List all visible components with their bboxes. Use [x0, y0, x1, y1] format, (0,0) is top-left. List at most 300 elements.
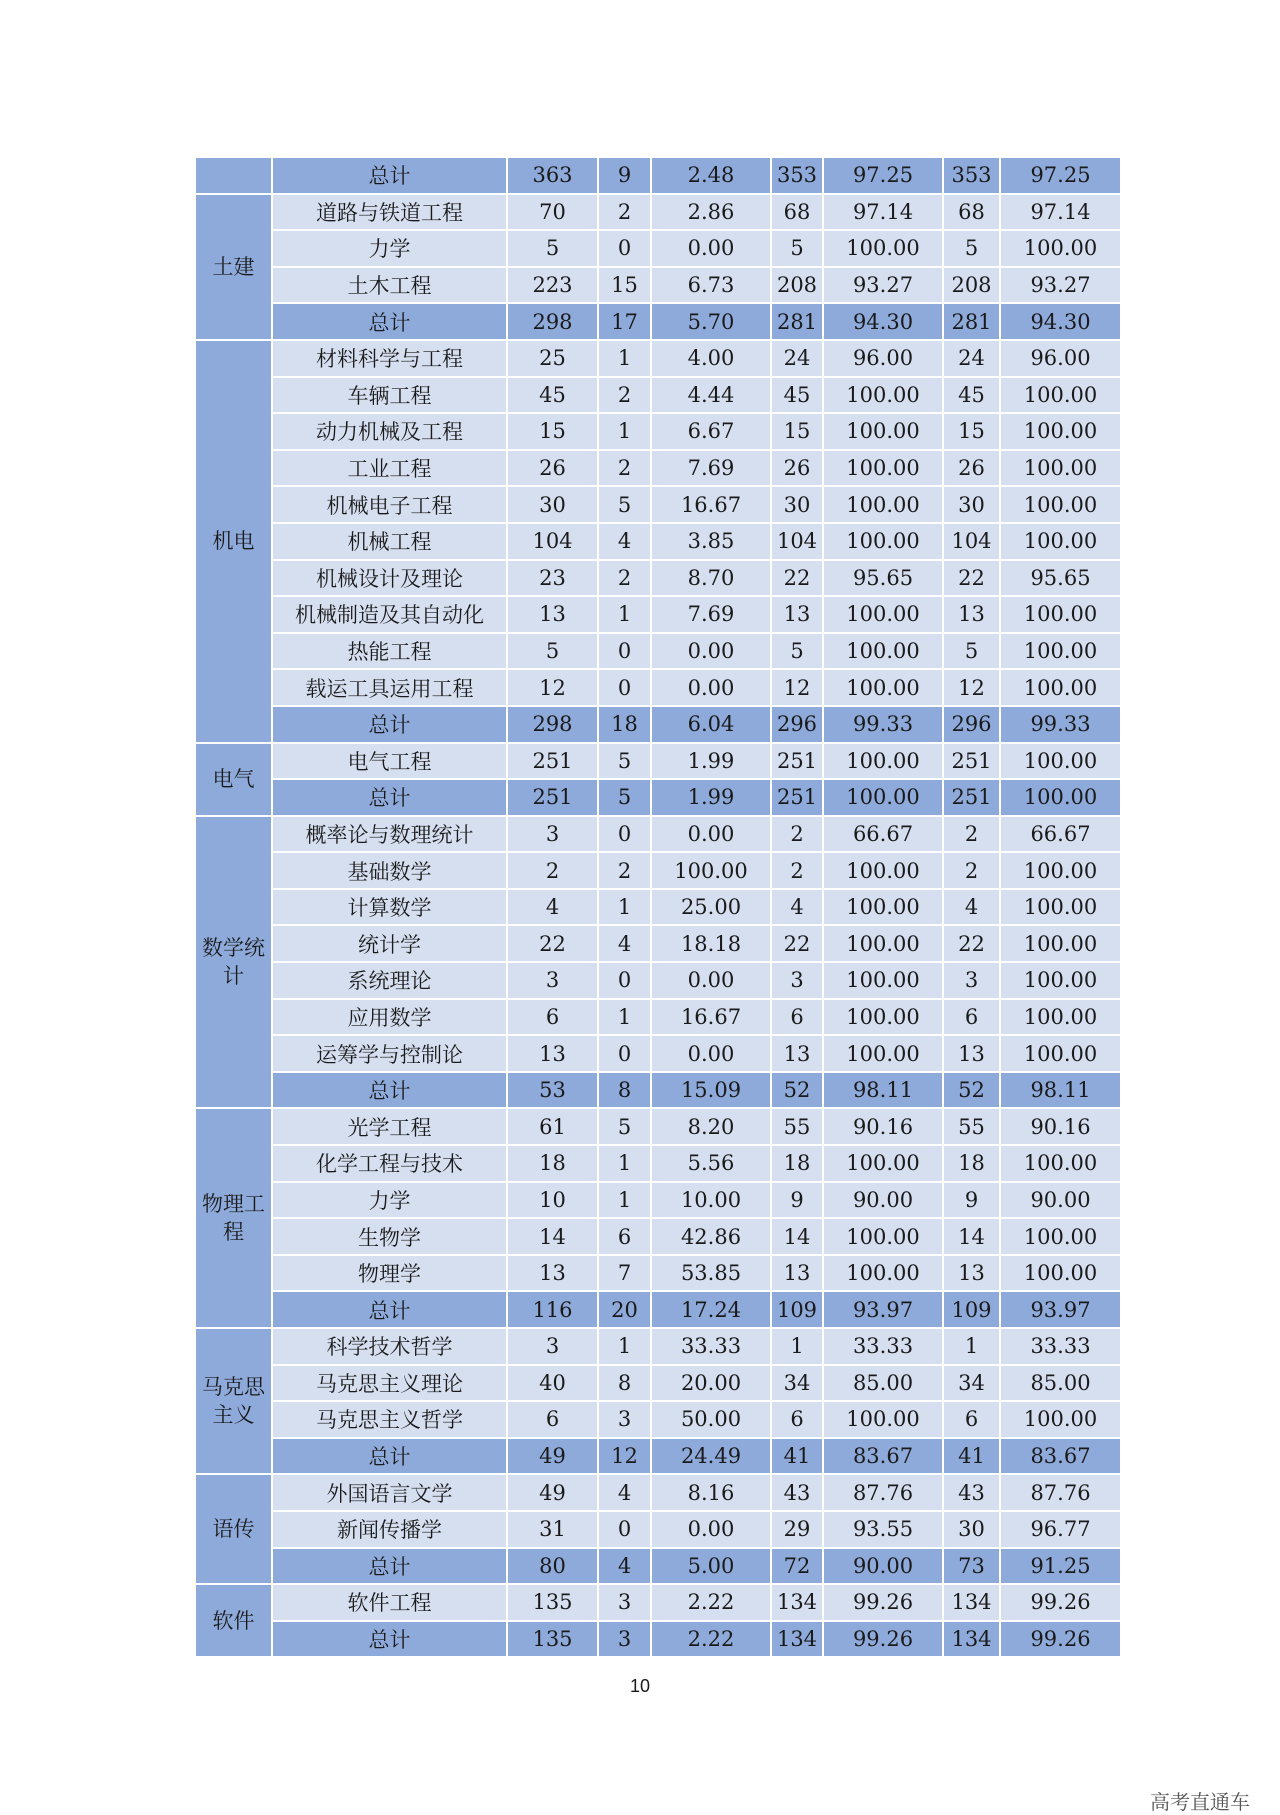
- table-row: [195, 377, 1121, 414]
- group-cell: 土建: [195, 194, 272, 340]
- count-cell: 70: [507, 194, 598, 231]
- col5-cell: 99.26: [823, 1584, 943, 1621]
- col6-cell: 55: [943, 1108, 1000, 1145]
- col6-cell: 41: [943, 1438, 1000, 1475]
- col4-cell: 109: [771, 1291, 823, 1328]
- count-cell: 14: [507, 1218, 598, 1255]
- col7-cell: 97.25: [1000, 157, 1121, 194]
- col7-cell: 99.26: [1000, 1621, 1121, 1658]
- col4-cell: 5: [771, 230, 823, 267]
- col3-cell: 3.85: [651, 523, 771, 560]
- col7-cell: 100.00: [1000, 413, 1121, 450]
- col2-cell: 5: [598, 779, 651, 816]
- major-cell: 新闻传播学: [272, 1511, 507, 1548]
- total-row: [195, 1291, 1121, 1328]
- count-cell: 31: [507, 1511, 598, 1548]
- count-cell: 251: [507, 779, 598, 816]
- table-row: [195, 1328, 1121, 1365]
- col6-cell: 52: [943, 1072, 1000, 1109]
- col4-cell: 296: [771, 706, 823, 743]
- col6-cell: 4: [943, 889, 1000, 926]
- col7-cell: 91.25: [1000, 1548, 1121, 1585]
- col2-cell: 0: [598, 962, 651, 999]
- col5-cell: 100.00: [823, 925, 943, 962]
- col6-cell: 6: [943, 999, 1000, 1036]
- col5-cell: 100.00: [823, 633, 943, 670]
- col6-cell: 68: [943, 194, 1000, 231]
- col4-cell: 24: [771, 340, 823, 377]
- col3-cell: 25.00: [651, 889, 771, 926]
- total-row: [195, 303, 1121, 340]
- count-cell: 13: [507, 1255, 598, 1292]
- col5-cell: 100.00: [823, 962, 943, 999]
- count-cell: 25: [507, 340, 598, 377]
- table-row: [195, 1108, 1121, 1145]
- col5-cell: 100.00: [823, 999, 943, 1036]
- col5-cell: 100.00: [823, 523, 943, 560]
- major-cell: 机械工程: [272, 523, 507, 560]
- col6-cell: 73: [943, 1548, 1000, 1585]
- major-cell: 光学工程: [272, 1108, 507, 1145]
- total-row: [195, 1548, 1121, 1585]
- total-row: [195, 1438, 1121, 1475]
- major-cell: 计算数学: [272, 889, 507, 926]
- col5-cell: 100.00: [823, 1145, 943, 1182]
- col3-cell: 10.00: [651, 1182, 771, 1219]
- col2-cell: 5: [598, 1108, 651, 1145]
- col6-cell: 22: [943, 925, 1000, 962]
- col5-cell: 66.67: [823, 816, 943, 853]
- col6-cell: 208: [943, 267, 1000, 304]
- col3-cell: 20.00: [651, 1365, 771, 1402]
- major-cell: 工业工程: [272, 450, 507, 487]
- col2-cell: 8: [598, 1365, 651, 1402]
- col7-cell: 100.00: [1000, 925, 1121, 962]
- col2-cell: 17: [598, 303, 651, 340]
- major-cell: 热能工程: [272, 633, 507, 670]
- major-cell: 统计学: [272, 925, 507, 962]
- count-cell: 15: [507, 413, 598, 450]
- total-row: [195, 779, 1121, 816]
- col6-cell: 104: [943, 523, 1000, 560]
- count-cell: 18: [507, 1145, 598, 1182]
- col2-cell: 8: [598, 1072, 651, 1109]
- col7-cell: 93.97: [1000, 1291, 1121, 1328]
- col7-cell: 93.27: [1000, 267, 1121, 304]
- major-cell: 总计: [272, 1621, 507, 1658]
- col4-cell: 251: [771, 779, 823, 816]
- col4-cell: 34: [771, 1365, 823, 1402]
- col3-cell: 42.86: [651, 1218, 771, 1255]
- col2-cell: 4: [598, 1474, 651, 1511]
- major-cell: 机械制造及其自动化: [272, 596, 507, 633]
- col3-cell: 53.85: [651, 1255, 771, 1292]
- col2-cell: 0: [598, 1035, 651, 1072]
- col2-cell: 0: [598, 669, 651, 706]
- count-cell: 30: [507, 486, 598, 523]
- count-cell: 5: [507, 633, 598, 670]
- col3-cell: 4.00: [651, 340, 771, 377]
- total-row: [195, 706, 1121, 743]
- col3-cell: 7.69: [651, 450, 771, 487]
- count-cell: 45: [507, 377, 598, 414]
- count-cell: 2: [507, 852, 598, 889]
- col4-cell: 52: [771, 1072, 823, 1109]
- col3-cell: 0.00: [651, 633, 771, 670]
- count-cell: 5: [507, 230, 598, 267]
- col3-cell: 33.33: [651, 1328, 771, 1365]
- count-cell: 3: [507, 816, 598, 853]
- table-row: [195, 1511, 1121, 1548]
- col4-cell: 22: [771, 560, 823, 597]
- col7-cell: 66.67: [1000, 816, 1121, 853]
- major-cell: 机械电子工程: [272, 486, 507, 523]
- col6-cell: 251: [943, 743, 1000, 780]
- col6-cell: 43: [943, 1474, 1000, 1511]
- group-cell: 软件: [195, 1584, 272, 1657]
- table-row: [195, 267, 1121, 304]
- col4-cell: 134: [771, 1621, 823, 1658]
- col5-cell: 99.26: [823, 1621, 943, 1658]
- group-cell: 马克思主义: [195, 1328, 272, 1474]
- col5-cell: 90.00: [823, 1548, 943, 1585]
- col6-cell: 14: [943, 1218, 1000, 1255]
- col6-cell: 22: [943, 560, 1000, 597]
- col6-cell: 281: [943, 303, 1000, 340]
- col3-cell: 2.86: [651, 194, 771, 231]
- col2-cell: 1: [598, 999, 651, 1036]
- col4-cell: 30: [771, 486, 823, 523]
- col2-cell: 3: [598, 1401, 651, 1438]
- total-row: [195, 1621, 1121, 1658]
- col6-cell: 6: [943, 1401, 1000, 1438]
- col6-cell: 34: [943, 1365, 1000, 1402]
- total-row: [195, 157, 1121, 194]
- col4-cell: 134: [771, 1584, 823, 1621]
- col2-cell: 2: [598, 377, 651, 414]
- major-cell: 总计: [272, 157, 507, 194]
- col2-cell: 15: [598, 267, 651, 304]
- group-cell: 电气: [195, 743, 272, 816]
- col3-cell: 0.00: [651, 816, 771, 853]
- col7-cell: 90.16: [1000, 1108, 1121, 1145]
- major-cell: 电气工程: [272, 743, 507, 780]
- col2-cell: 9: [598, 157, 651, 194]
- col4-cell: 6: [771, 999, 823, 1036]
- col6-cell: 134: [943, 1584, 1000, 1621]
- col5-cell: 90.16: [823, 1108, 943, 1145]
- count-cell: 49: [507, 1438, 598, 1475]
- table-row: [195, 523, 1121, 560]
- major-cell: 应用数学: [272, 999, 507, 1036]
- statistics-table: [194, 156, 1122, 1658]
- table-row: [195, 889, 1121, 926]
- col5-cell: 90.00: [823, 1182, 943, 1219]
- col2-cell: 4: [598, 925, 651, 962]
- col4-cell: 5: [771, 633, 823, 670]
- table-row: [195, 743, 1121, 780]
- col4-cell: 13: [771, 1035, 823, 1072]
- major-cell: 动力机械及工程: [272, 413, 507, 450]
- col6-cell: 13: [943, 596, 1000, 633]
- col4-cell: 13: [771, 1255, 823, 1292]
- count-cell: 363: [507, 157, 598, 194]
- table-row: [195, 486, 1121, 523]
- col2-cell: 6: [598, 1218, 651, 1255]
- col7-cell: 33.33: [1000, 1328, 1121, 1365]
- col2-cell: 1: [598, 1328, 651, 1365]
- col7-cell: 97.14: [1000, 194, 1121, 231]
- table-row: [195, 816, 1121, 853]
- major-cell: 科学技术哲学: [272, 1328, 507, 1365]
- col5-cell: 100.00: [823, 1218, 943, 1255]
- col3-cell: 8.20: [651, 1108, 771, 1145]
- major-cell: 力学: [272, 1182, 507, 1219]
- count-cell: 3: [507, 962, 598, 999]
- col7-cell: 100.00: [1000, 779, 1121, 816]
- col5-cell: 87.76: [823, 1474, 943, 1511]
- col3-cell: 0.00: [651, 962, 771, 999]
- col3-cell: 17.24: [651, 1291, 771, 1328]
- col7-cell: 100.00: [1000, 962, 1121, 999]
- col3-cell: 6.73: [651, 267, 771, 304]
- table-row: [195, 852, 1121, 889]
- col3-cell: 0.00: [651, 669, 771, 706]
- table-row: [195, 413, 1121, 450]
- major-cell: 生物学: [272, 1218, 507, 1255]
- col4-cell: 22: [771, 925, 823, 962]
- col2-cell: 4: [598, 523, 651, 560]
- count-cell: 40: [507, 1365, 598, 1402]
- total-row: [195, 1072, 1121, 1109]
- col4-cell: 2: [771, 816, 823, 853]
- col5-cell: 100.00: [823, 450, 943, 487]
- col5-cell: 100.00: [823, 1035, 943, 1072]
- count-cell: 23: [507, 560, 598, 597]
- col2-cell: 18: [598, 706, 651, 743]
- count-cell: 3: [507, 1328, 598, 1365]
- col7-cell: 85.00: [1000, 1365, 1121, 1402]
- col7-cell: 99.26: [1000, 1584, 1121, 1621]
- col5-cell: 98.11: [823, 1072, 943, 1109]
- count-cell: 104: [507, 523, 598, 560]
- table-row: [195, 1584, 1121, 1621]
- col6-cell: 5: [943, 230, 1000, 267]
- col4-cell: 41: [771, 1438, 823, 1475]
- major-cell: 外国语言文学: [272, 1474, 507, 1511]
- col4-cell: 4: [771, 889, 823, 926]
- col2-cell: 0: [598, 633, 651, 670]
- col7-cell: 99.33: [1000, 706, 1121, 743]
- col2-cell: 2: [598, 194, 651, 231]
- col3-cell: 1.99: [651, 743, 771, 780]
- col5-cell: 100.00: [823, 779, 943, 816]
- major-cell: 总计: [272, 303, 507, 340]
- table-row: [195, 596, 1121, 633]
- table-row: [195, 1218, 1121, 1255]
- col7-cell: 95.65: [1000, 560, 1121, 597]
- major-cell: 马克思主义哲学: [272, 1401, 507, 1438]
- col3-cell: 0.00: [651, 1035, 771, 1072]
- col6-cell: 134: [943, 1621, 1000, 1658]
- col6-cell: 26: [943, 450, 1000, 487]
- group-cell: 物理工程: [195, 1108, 272, 1328]
- table-row: [195, 925, 1121, 962]
- col7-cell: 100.00: [1000, 486, 1121, 523]
- col3-cell: 8.70: [651, 560, 771, 597]
- col2-cell: 1: [598, 889, 651, 926]
- col5-cell: 94.30: [823, 303, 943, 340]
- table-row: [195, 340, 1121, 377]
- col2-cell: 5: [598, 743, 651, 780]
- count-cell: 135: [507, 1621, 598, 1658]
- col6-cell: 13: [943, 1035, 1000, 1072]
- col2-cell: 0: [598, 230, 651, 267]
- major-cell: 车辆工程: [272, 377, 507, 414]
- major-cell: 机械设计及理论: [272, 560, 507, 597]
- col4-cell: 104: [771, 523, 823, 560]
- col2-cell: 2: [598, 450, 651, 487]
- count-cell: 298: [507, 303, 598, 340]
- table-row: [195, 450, 1121, 487]
- major-cell: 马克思主义理论: [272, 1365, 507, 1402]
- major-cell: 软件工程: [272, 1584, 507, 1621]
- col4-cell: 353: [771, 157, 823, 194]
- col4-cell: 6: [771, 1401, 823, 1438]
- col2-cell: 0: [598, 1511, 651, 1548]
- col3-cell: 2.22: [651, 1621, 771, 1658]
- col7-cell: 100.00: [1000, 743, 1121, 780]
- col7-cell: 100.00: [1000, 1035, 1121, 1072]
- table-row: [195, 1401, 1121, 1438]
- count-cell: 12: [507, 669, 598, 706]
- col6-cell: 15: [943, 413, 1000, 450]
- table-body: [195, 157, 1121, 1657]
- table-row: [195, 560, 1121, 597]
- count-cell: 61: [507, 1108, 598, 1145]
- table-row: [195, 633, 1121, 670]
- col7-cell: 100.00: [1000, 523, 1121, 560]
- col7-cell: 100.00: [1000, 669, 1121, 706]
- col5-cell: 97.14: [823, 194, 943, 231]
- col3-cell: 5.56: [651, 1145, 771, 1182]
- col2-cell: 1: [598, 1145, 651, 1182]
- col4-cell: 43: [771, 1474, 823, 1511]
- col6-cell: 24: [943, 340, 1000, 377]
- col3-cell: 0.00: [651, 1511, 771, 1548]
- major-cell: 总计: [272, 779, 507, 816]
- col6-cell: 18: [943, 1145, 1000, 1182]
- count-cell: 80: [507, 1548, 598, 1585]
- col4-cell: 2: [771, 852, 823, 889]
- count-cell: 4: [507, 889, 598, 926]
- table-row: [195, 1035, 1121, 1072]
- col7-cell: 100.00: [1000, 999, 1121, 1036]
- count-cell: 251: [507, 743, 598, 780]
- group-cell: 数学统计: [195, 816, 272, 1109]
- col4-cell: 72: [771, 1548, 823, 1585]
- col7-cell: 100.00: [1000, 633, 1121, 670]
- count-cell: 6: [507, 1401, 598, 1438]
- col4-cell: 13: [771, 596, 823, 633]
- col3-cell: 8.16: [651, 1474, 771, 1511]
- major-cell: 力学: [272, 230, 507, 267]
- col2-cell: 7: [598, 1255, 651, 1292]
- col3-cell: 2.22: [651, 1584, 771, 1621]
- table-row: [195, 1182, 1121, 1219]
- major-cell: 土木工程: [272, 267, 507, 304]
- table-row: [195, 194, 1121, 231]
- col5-cell: 100.00: [823, 377, 943, 414]
- major-cell: 概率论与数理统计: [272, 816, 507, 853]
- count-cell: 223: [507, 267, 598, 304]
- col2-cell: 4: [598, 1548, 651, 1585]
- col3-cell: 7.69: [651, 596, 771, 633]
- col4-cell: 55: [771, 1108, 823, 1145]
- col7-cell: 100.00: [1000, 1401, 1121, 1438]
- col4-cell: 26: [771, 450, 823, 487]
- col3-cell: 24.49: [651, 1438, 771, 1475]
- major-cell: 运筹学与控制论: [272, 1035, 507, 1072]
- col7-cell: 100.00: [1000, 377, 1121, 414]
- col5-cell: 100.00: [823, 1401, 943, 1438]
- count-cell: 6: [507, 999, 598, 1036]
- count-cell: 116: [507, 1291, 598, 1328]
- col3-cell: 4.44: [651, 377, 771, 414]
- col7-cell: 96.77: [1000, 1511, 1121, 1548]
- col2-cell: 1: [598, 596, 651, 633]
- major-cell: 基础数学: [272, 852, 507, 889]
- col7-cell: 100.00: [1000, 596, 1121, 633]
- col2-cell: 0: [598, 816, 651, 853]
- col3-cell: 2.48: [651, 157, 771, 194]
- major-cell: 物理学: [272, 1255, 507, 1292]
- count-cell: 10: [507, 1182, 598, 1219]
- col5-cell: 99.33: [823, 706, 943, 743]
- col7-cell: 90.00: [1000, 1182, 1121, 1219]
- col3-cell: 5.00: [651, 1548, 771, 1585]
- col2-cell: 1: [598, 1182, 651, 1219]
- col4-cell: 3: [771, 962, 823, 999]
- col5-cell: 100.00: [823, 669, 943, 706]
- major-cell: 系统理论: [272, 962, 507, 999]
- col4-cell: 9: [771, 1182, 823, 1219]
- major-cell: 道路与铁道工程: [272, 194, 507, 231]
- table-row: [195, 1365, 1121, 1402]
- col4-cell: 1: [771, 1328, 823, 1365]
- col7-cell: 100.00: [1000, 889, 1121, 926]
- major-cell: 总计: [272, 1548, 507, 1585]
- col6-cell: 30: [943, 1511, 1000, 1548]
- col4-cell: 208: [771, 267, 823, 304]
- col6-cell: 9: [943, 1182, 1000, 1219]
- col4-cell: 12: [771, 669, 823, 706]
- col2-cell: 5: [598, 486, 651, 523]
- col5-cell: 93.97: [823, 1291, 943, 1328]
- col2-cell: 12: [598, 1438, 651, 1475]
- col6-cell: 12: [943, 669, 1000, 706]
- col4-cell: 15: [771, 413, 823, 450]
- col5-cell: 85.00: [823, 1365, 943, 1402]
- col6-cell: 2: [943, 852, 1000, 889]
- col3-cell: 100.00: [651, 852, 771, 889]
- col5-cell: 100.00: [823, 743, 943, 780]
- col5-cell: 95.65: [823, 560, 943, 597]
- count-cell: 22: [507, 925, 598, 962]
- col3-cell: 1.99: [651, 779, 771, 816]
- table-row: [195, 999, 1121, 1036]
- col3-cell: 5.70: [651, 303, 771, 340]
